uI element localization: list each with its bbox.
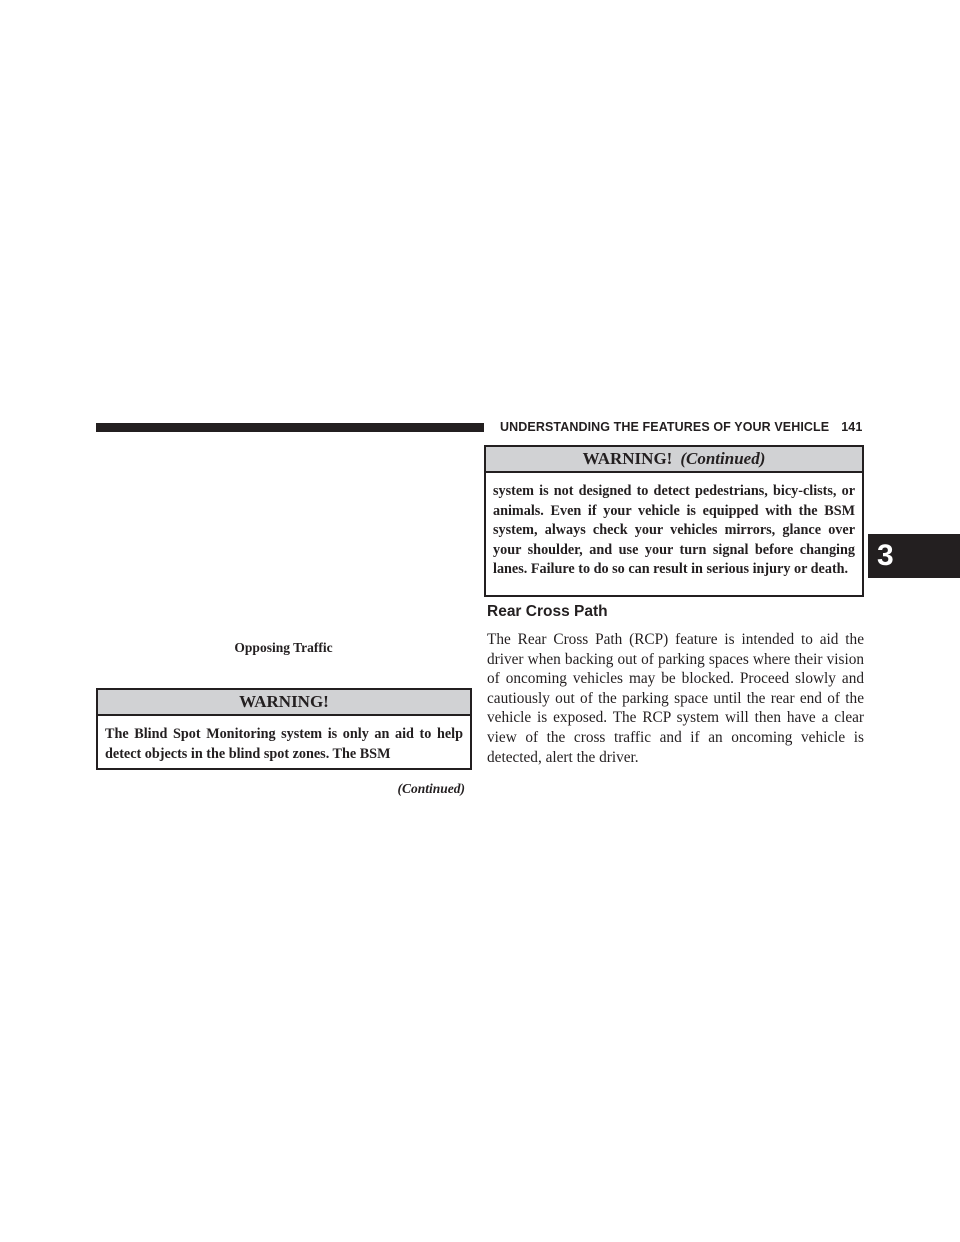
warning-title-text: WARNING! (582, 449, 673, 468)
chapter-tab: 3 (868, 534, 960, 578)
warning-box-left (96, 688, 472, 770)
warning-body-left: The Blind Spot Monitoring system is only an aid to help detect objects in the blind spot zones. The BSM (105, 726, 463, 762)
header-rule (96, 423, 484, 432)
figure-caption: Opposing Traffic (234, 640, 333, 655)
warning-box-right (484, 445, 864, 597)
section-body: The Rear Cross Path (RCP) feature is intended to aid the driver when backing out of parking spaces where their vision of oncoming vehicles may be blocked. Proceed slowly and cautiously out of the parking space until the rear end of the vehicle is exposed. The RCP system will then have a clear view of the cross traffic and if an oncoming vehicle is detected, alert the driver. (487, 631, 864, 766)
warning-title-text: WARNING! (239, 692, 329, 711)
header-title: UNDERSTANDING THE FEATURES OF YOUR VEHICLE (500, 420, 830, 434)
warning-body-right: system is not designed to detect pedestrians, bicy-clists, or animals. Even if your vehicle is equipped with the BSM system, always check your vehicles mirrors, glance over your shoulder, and use your turn signal before changing lanes. Failure to do so can result in serious injury or death. (493, 483, 855, 577)
warning-title-right (486, 447, 862, 473)
warning-title-left (98, 690, 470, 716)
section-heading: Rear Cross Path (487, 603, 608, 620)
continued-note: (Continued) (397, 781, 465, 796)
page-header (500, 420, 862, 434)
warning-continued-label: (Continued) (680, 449, 766, 468)
page-number: 141 (841, 420, 863, 434)
